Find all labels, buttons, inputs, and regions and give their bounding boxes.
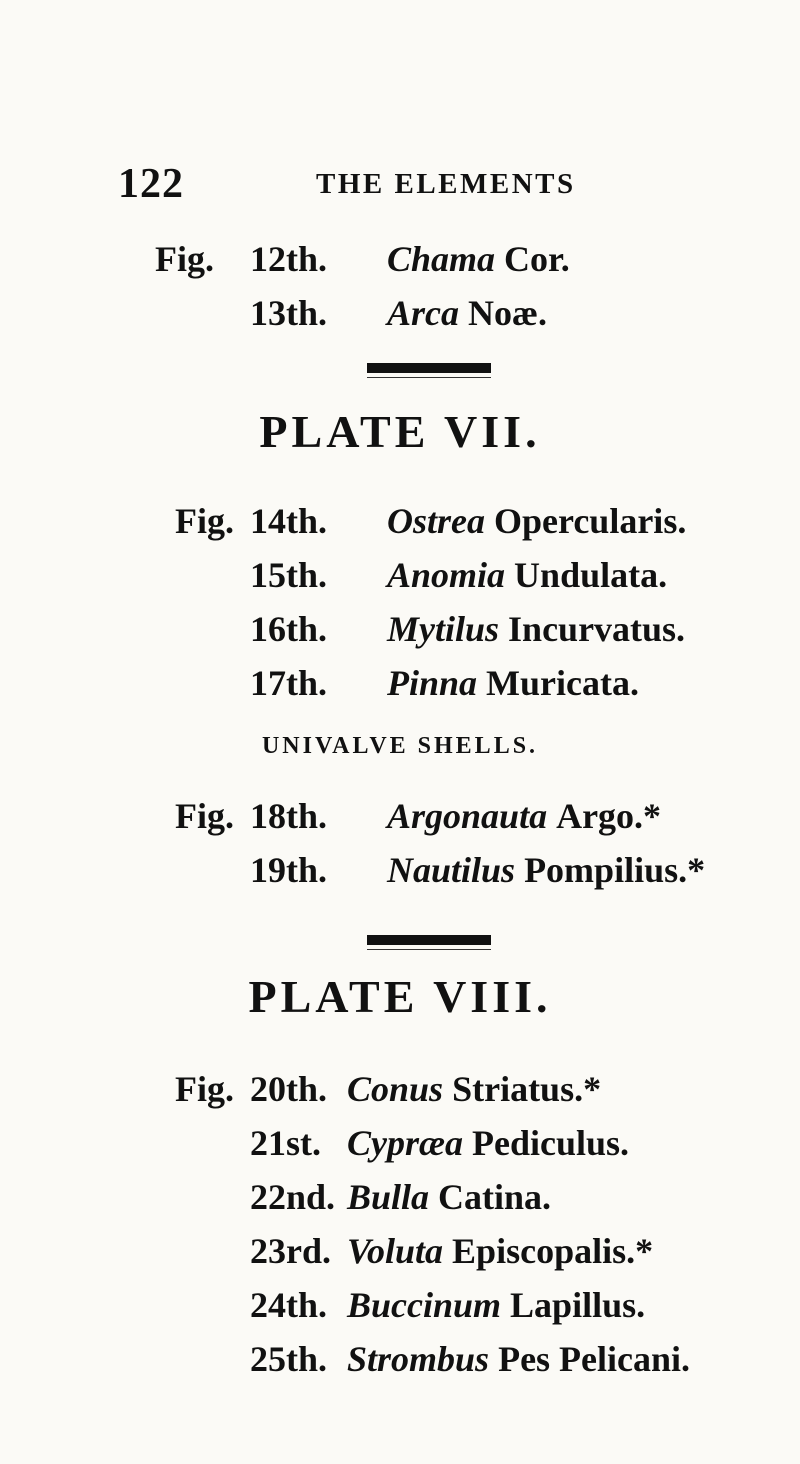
figure-number: 23rd. [250,1231,331,1271]
plate-viii-heading: PLATE VIII. [248,971,552,1022]
section-divider [367,935,491,945]
list-item [250,1122,770,1166]
species: Catina. [438,1177,552,1217]
species: Episcopalis.* [452,1231,654,1271]
genus: Argonauta [387,796,548,836]
genus: Strombus [347,1339,490,1379]
genus: Anomia [387,555,506,595]
species: Noæ. [468,293,547,333]
figure-number: 24th. [250,1285,328,1325]
species-name [347,1176,551,1218]
species-name [347,1284,645,1326]
figure-number: 15th. [250,555,328,595]
species-name [387,608,685,650]
genus: Conus [347,1069,444,1109]
figure-number: 16th. [250,609,328,649]
species: Pompilius.* [524,850,706,890]
species: Muricata. [486,663,639,703]
species: Pediculus. [472,1123,630,1163]
list-item [175,500,745,544]
genus: Voluta [347,1231,444,1271]
list-item [175,1068,745,1112]
figure-number: 12th. [250,239,328,279]
list-item [250,554,745,598]
figure-number: 22nd. [250,1177,336,1217]
plate-vii-heading: PLATE VII. [259,406,541,457]
list-item [155,238,715,282]
fig-label: Fig. [155,239,214,279]
univalve-shells-heading: UNIVALVE SHELLS. [261,733,539,759]
genus: Cypræa [347,1123,463,1163]
fig-label: Fig. [175,501,234,541]
species: Lapillus. [510,1285,646,1325]
species-name [347,1230,653,1272]
running-head: THE ELEMENTS [316,168,576,200]
section-divider [367,363,491,373]
species: Incurvatus. [508,609,686,649]
genus: Chama [387,239,496,279]
page-header [118,160,678,210]
genus: Bulla [347,1177,430,1217]
figure-number: 14th. [250,501,328,541]
list-item [250,662,745,706]
list-item [250,849,745,893]
species-name [347,1122,629,1164]
species-name [387,849,705,891]
species: Argo.* [556,796,662,836]
species-name [387,554,667,596]
figure-number: 13th. [250,293,328,333]
species-name [347,1338,690,1380]
figure-number: 18th. [250,796,328,836]
list-item [250,1230,770,1274]
genus: Ostrea [387,501,485,541]
genus: Buccinum [347,1285,502,1325]
species-name [387,238,570,280]
species: Pes Pelicani. [498,1339,691,1379]
list-item [250,1338,780,1382]
fig-label: Fig. [175,1069,234,1109]
page-number: 122 [118,161,184,207]
genus: Mytilus [387,609,500,649]
figure-number: 20th. [250,1069,328,1109]
list-item [250,292,715,336]
list-item [250,1176,770,1220]
list-item [250,1284,770,1328]
figure-number: 21st. [250,1123,321,1163]
species-name [387,795,661,837]
list-item [250,608,745,652]
figure-number: 25th. [250,1339,328,1379]
list-item [175,795,745,839]
fig-label: Fig. [175,796,234,836]
species-name [387,292,547,334]
species-name [387,662,639,704]
figure-number: 17th. [250,663,328,703]
species: Opercularis. [494,501,687,541]
genus: Nautilus [387,850,516,890]
figure-number: 19th. [250,850,328,890]
genus: Arca [387,293,459,333]
genus: Pinna [387,663,478,703]
species-name [387,500,686,542]
species: Striatus.* [452,1069,602,1109]
species-name [347,1068,601,1110]
species: Cor. [504,239,570,279]
species: Undulata. [514,555,668,595]
